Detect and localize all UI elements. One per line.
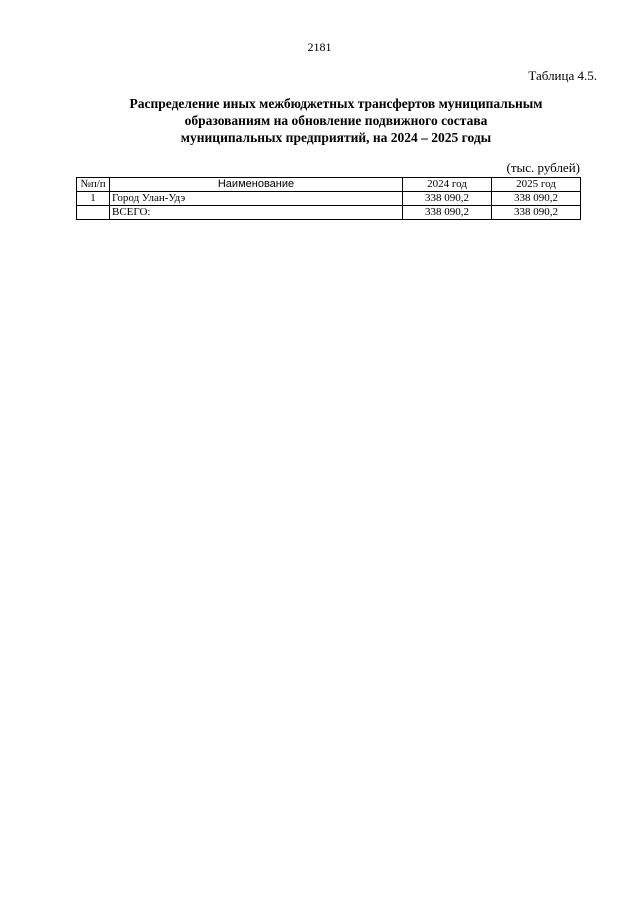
row-2024-value: 338 090,2 <box>403 192 492 206</box>
total-2024-value: 338 090,2 <box>403 206 492 220</box>
row-num: 1 <box>77 192 110 206</box>
header-name: Наименование <box>110 178 403 192</box>
row-2025-value: 338 090,2 <box>492 192 581 206</box>
transfer-table <box>76 177 581 220</box>
table-row <box>77 192 581 206</box>
document-title <box>76 95 596 146</box>
header-2025: 2025 год <box>492 178 581 192</box>
title-line-2: образованиям на обновление подвижного состава <box>184 113 488 128</box>
table-header-row <box>77 178 581 192</box>
title-line-3: муниципальных предприятий, на 2024 – 2025 годы <box>180 130 492 145</box>
table-row-total <box>77 206 581 220</box>
table-label: Таблица 4.5. <box>528 68 597 83</box>
title-line-1: Распределение иных межбюджетных трансфертов муниципальным <box>129 96 543 111</box>
header-num: №п/п <box>77 178 110 192</box>
row-name: Город Улан-Удэ <box>110 192 403 206</box>
total-2025-value: 338 090,2 <box>492 206 581 220</box>
total-num <box>77 206 110 220</box>
units-label: (тыс. рублей) <box>506 160 580 175</box>
header-2024: 2024 год <box>403 178 492 192</box>
total-name: ВСЕГО: <box>110 206 403 220</box>
page-number: 2181 <box>307 40 332 54</box>
